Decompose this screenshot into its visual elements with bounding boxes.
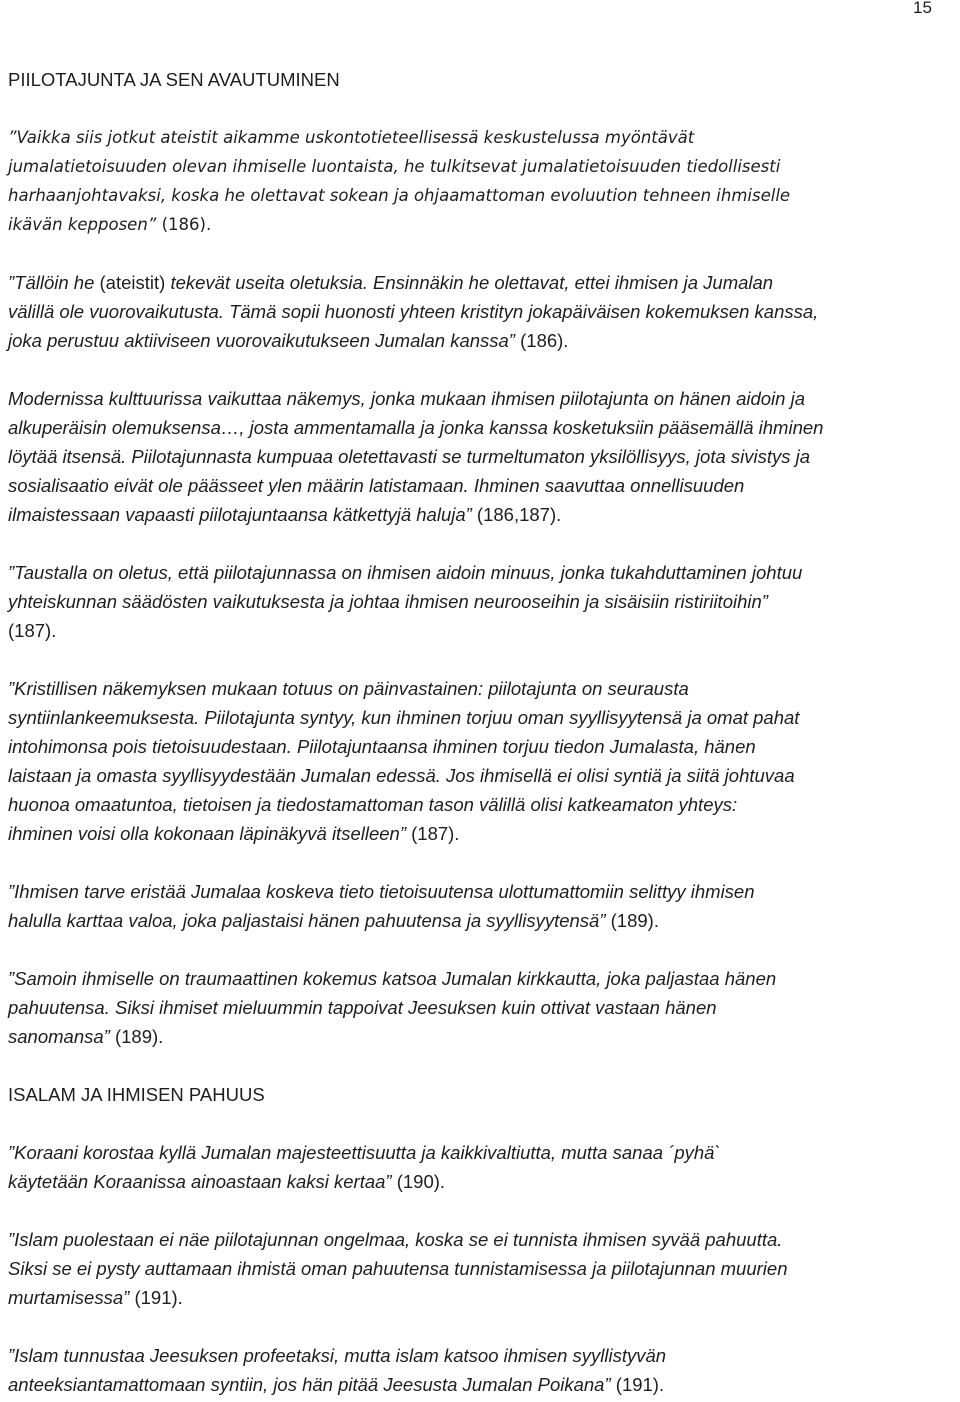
quote-paragraph <box>8 1138 956 1196</box>
text-line <box>8 674 956 703</box>
plain-text: (189). <box>109 1026 164 1047</box>
quoted-text: joka perustuu aktiiviseen vuorovaikutukseen Jumalan kanssa” <box>8 330 515 351</box>
quoted-text: välillä ole vuorovaikutusta. Tämä sopii huonosti yhteen kristityn jokapäiväisen kokemuksen kanssa, <box>8 301 819 322</box>
text-line <box>8 442 956 471</box>
quoted-text: syntiinlankeemuksesta. Piilotajunta syntyy, kun ihminen torjuu oman syyllisyytensä ja omat pahat <box>8 707 800 728</box>
text-line <box>8 1167 956 1196</box>
text-line <box>8 1370 956 1399</box>
text-line <box>8 1022 956 1051</box>
quoted-text: ilmaistessaan vapaasti piilotajuntaansa kätkettyjä haluja” <box>8 504 472 525</box>
text-line <box>8 616 956 645</box>
text-line <box>8 123 956 152</box>
text-line <box>8 964 956 993</box>
text-line <box>8 413 956 442</box>
page-number: 15 <box>913 0 932 17</box>
quoted-text: ”Kristillisen näkemyksen mukaan totuus on päinvastainen: piilotajunta on seurausta <box>8 678 689 699</box>
text-line <box>8 1254 956 1283</box>
quoted-text: käytetään Koraanissa ainoastaan kaksi kertaa” <box>8 1171 392 1192</box>
text-line <box>8 500 956 529</box>
quoted-text: ”Islam puolestaan ei näe piilotajunnan ongelmaa, koska se ei tunnista ihmisen syvää pahuutta. <box>8 1229 783 1250</box>
text-line <box>8 587 956 616</box>
text-line <box>8 906 956 935</box>
text-line <box>8 703 956 732</box>
quote-paragraph <box>8 964 956 1051</box>
quote-paragraph <box>8 268 956 355</box>
text-line <box>8 993 956 1022</box>
quoted-text: pahuutensa. Siksi ihmiset mieluummin tappoivat Jeesuksen kuin ottivat vastaan hänen <box>8 997 717 1018</box>
quote-paragraph <box>8 1341 956 1399</box>
quoted-text: ikävän kepposen” <box>8 215 157 234</box>
quoted-text: ”Koraani korostaa kyllä Jumalan majesteettisuutta ja kaikkivaltiutta, mutta sanaa ´pyhä` <box>8 1142 721 1163</box>
quote-paragraph <box>8 384 956 529</box>
plain-text: (189). <box>605 910 659 931</box>
quoted-text: Modernissa kulttuurissa vaikuttaa näkemys, jonka mukaan ihmisen piilotajunta on hänen aidoin ja <box>8 388 805 409</box>
quoted-text: huonoa omaatuntoa, tietoisen ja tiedostamattoman tason välillä olisi katkeamaton yhteys: <box>8 794 738 815</box>
text-line <box>8 790 956 819</box>
quote-paragraph <box>8 877 956 935</box>
plain-text: (191). <box>129 1287 183 1308</box>
plain-text: (186). <box>514 330 569 351</box>
heading-text: PIILOTAJUNTA JA SEN AVAUTUMINEN <box>8 69 340 90</box>
document-body <box>8 65 956 1399</box>
quoted-text: sanomansa” <box>8 1026 110 1047</box>
text-line <box>8 210 956 239</box>
plain-text: (186). <box>156 215 212 234</box>
text-line <box>8 384 956 413</box>
quoted-text: yhteiskunnan säädösten vaikutuksesta ja johtaa ihmisen neurooseihin ja sisäisiin ristiriitoihin” <box>8 591 768 612</box>
text-line <box>8 761 956 790</box>
quoted-text: anteeksiantamattomaan syntiin, jos hän pitää Jeesusta Jumalan Poikana” <box>8 1374 611 1395</box>
quoted-text: ”Tällöin he <box>8 272 100 293</box>
quoted-text: ”Taustalla on oletus, että piilotajunnassa on ihmisen aidoin minuus, jonka tukahduttaminen johtuu <box>8 562 803 583</box>
quoted-text: laistaan ja omasta syyllisyydestään Jumalan edessä. Jos ihmisellä ei olisi syntiä ja siitä johtuvaa <box>8 765 795 786</box>
quoted-text: alkuperäisin olemuksensa…, josta ammentamalla ja jonka kanssa kosketuksiin pääsemällä ihminen <box>8 417 824 438</box>
plain-text: (ateistit) <box>99 272 166 293</box>
text-line <box>8 326 956 355</box>
quoted-text: jumalatietoisuuden olevan ihmiselle luontaista, he tulkitsevat jumalatietoisuuden tiedollisesti <box>8 157 781 176</box>
quoted-text: ”Vaikka siis jotkut ateistit aikamme uskontotieteellisessä keskustelussa myöntävät <box>8 128 695 147</box>
text-line <box>8 1138 956 1167</box>
section-heading <box>8 65 956 94</box>
quote-paragraph <box>8 558 956 645</box>
quoted-text: löytää itsensä. Piilotajunnasta kumpuaa oletettavasti se turmeltumaton yksilöllisyys, jota sivistys ja <box>8 446 811 467</box>
text-line <box>8 297 956 326</box>
text-line <box>8 1341 956 1370</box>
quote-paragraph <box>8 123 956 239</box>
text-line <box>8 268 956 297</box>
text-line <box>8 732 956 761</box>
heading-text: ISALAM JA IHMISEN PAHUUS <box>8 1084 265 1105</box>
plain-text: (187). <box>8 620 57 641</box>
text-line <box>8 471 956 500</box>
quote-paragraph <box>8 674 956 848</box>
plain-text: (191). <box>610 1374 665 1395</box>
quoted-text: murtamisessa” <box>8 1287 130 1308</box>
plain-text: (186,187). <box>471 504 562 525</box>
section-heading <box>8 1080 956 1109</box>
quoted-text: sosialisaatio eivät ole päässeet ylen määrin latistamaan. Ihminen saavuttaa onnellisuuden <box>8 475 745 496</box>
quoted-text: ”Ihmisen tarve eristää Jumalaa koskeva tieto tietoisuutensa ulottumattomiin selittyy ihmisen <box>8 881 755 902</box>
text-line <box>8 877 956 906</box>
text-line <box>8 1283 956 1312</box>
quoted-text: ihminen voisi olla kokonaan läpinäkyvä itselleen” <box>8 823 406 844</box>
text-line <box>8 819 956 848</box>
quoted-text: ”Islam tunnustaa Jeesuksen profeetaksi, mutta islam katsoo ihmisen syyllistyvän <box>8 1345 667 1366</box>
text-line <box>8 181 956 210</box>
quoted-text: halulla karttaa valoa, joka paljastaisi hänen pahuutensa ja syyllisyytensä” <box>8 910 606 931</box>
plain-text: (190). <box>391 1171 446 1192</box>
quoted-text: harhaanjohtavaksi, koska he olettavat sokean ja ohjaamattoman evoluution tehneen ihmiselle <box>8 186 791 205</box>
quote-paragraph <box>8 1225 956 1312</box>
text-line <box>8 1225 956 1254</box>
quoted-text: tekevät useita oletuksia. Ensinnäkin he olettavat, ettei ihmisen ja Jumalan <box>165 272 774 293</box>
plain-text: (187). <box>405 823 460 844</box>
text-line <box>8 558 956 587</box>
text-line <box>8 152 956 181</box>
quoted-text: intohimonsa pois tietoisuudestaan. Piilotajuntaansa ihminen torjuu tiedon Jumalasta, hänen <box>8 736 756 757</box>
quoted-text: Siksi se ei pysty auttamaan ihmistä oman pahuutensa tunnistamisessa ja piilotajunnan muurien <box>8 1258 788 1279</box>
quoted-text: ”Samoin ihmiselle on traumaattinen kokemus katsoa Jumalan kirkkautta, joka paljastaa hänen <box>8 968 777 989</box>
